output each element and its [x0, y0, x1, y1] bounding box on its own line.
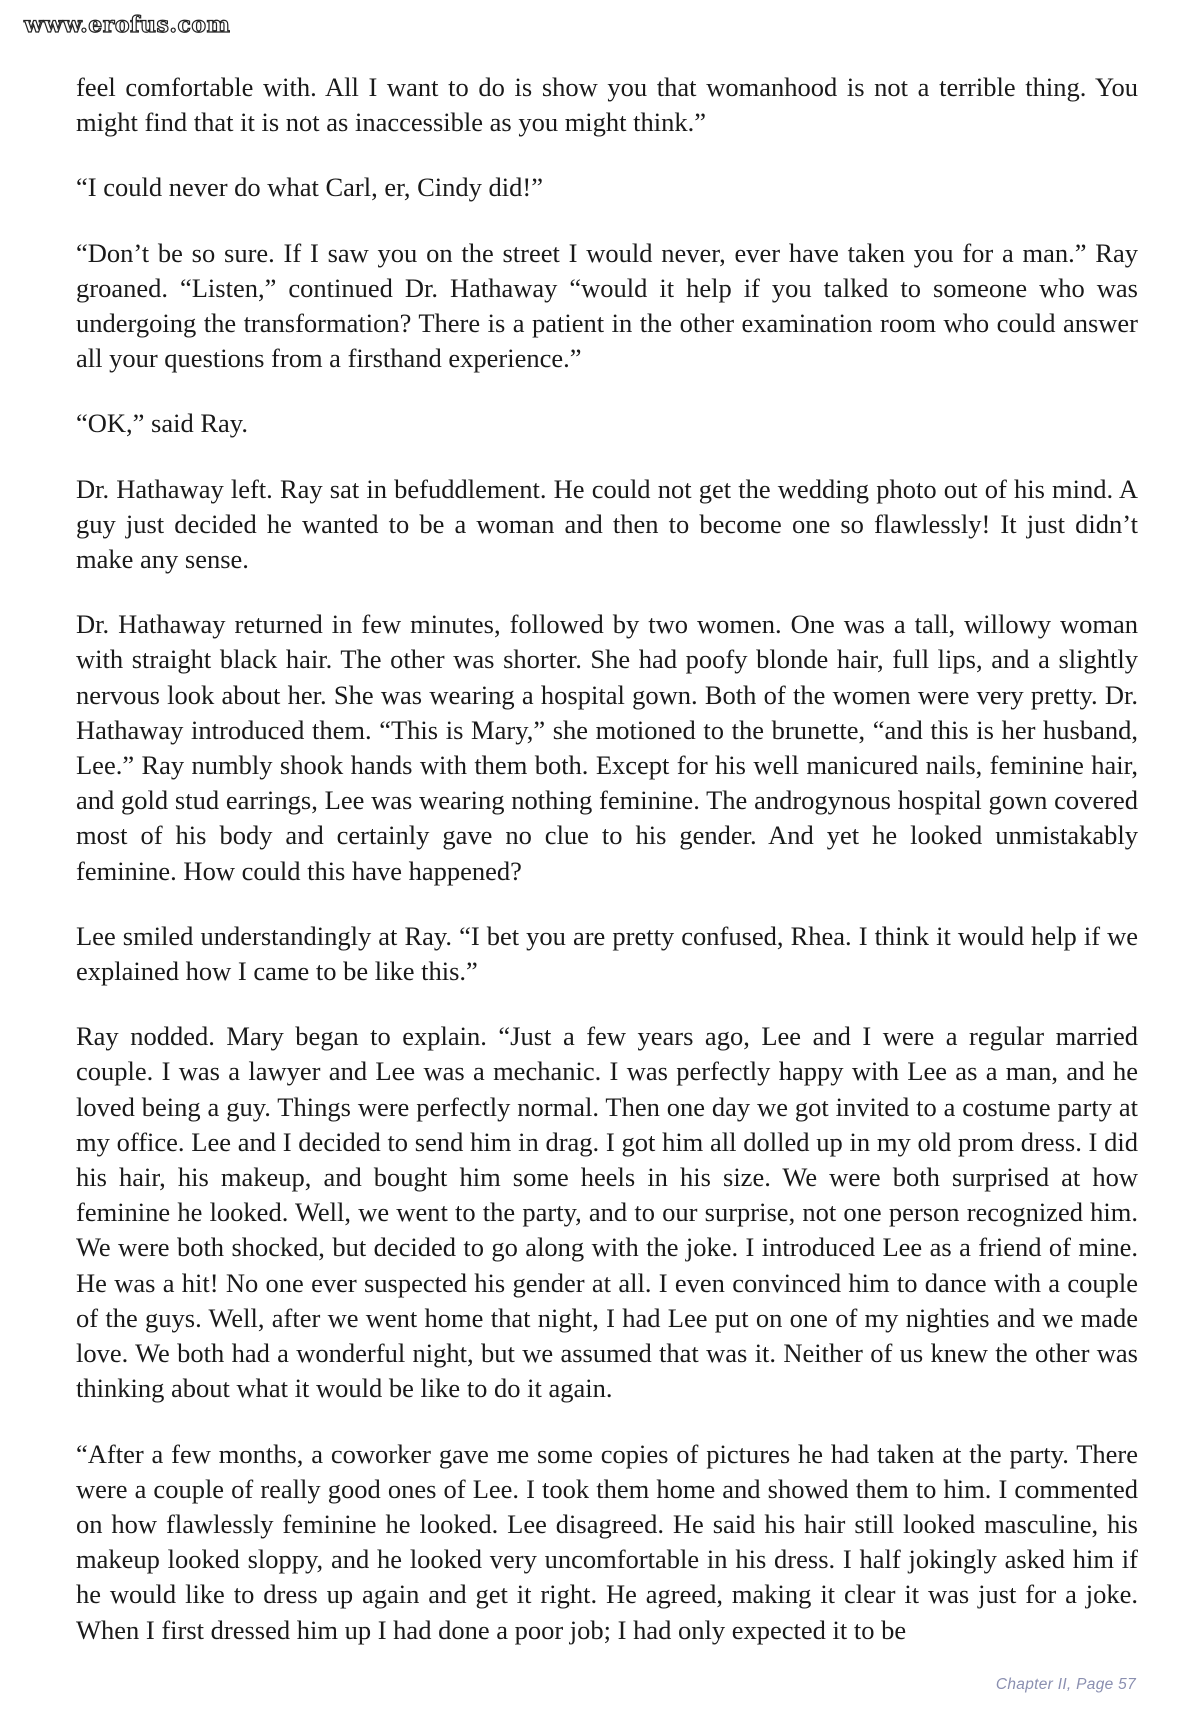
paragraph: Lee smiled understandingly at Ray. “I bet you are pretty confused, Rhea. I think it would help if we explained how I came to be like this.” [76, 920, 1138, 987]
paragraph: Dr. Hathaway returned in few minutes, followed by two women. One was a tall, willowy woman with straight black hair. The other was shorter. She had poofy blonde hair, full lips, and a slightly nervous look about her. She was wearing a hospital gown. Both of the women were very pretty. Dr. Hathaway introduced them. “This is Mary,” she motioned to the brunette, “and this is her husband, Lee.” Ray numbly shook hands with them both. Except for his well manicured nails, feminine hair, and gold stud earrings, Lee was wearing nothing feminine. The androgynous hospital gown covered most of his body and certainly gave no clue to his gender. And yet he looked unmistakably feminine. How could this have happened? [76, 609, 1138, 886]
site-watermark: www.erofus.com [24, 12, 231, 38]
paragraph: Dr. Hathaway left. Ray sat in befuddlement. He could not get the wedding photo out of his mind. A guy just decided he wanted to be a woman and then to become one so flawlessly! It just didn’t make any sense. [76, 473, 1138, 575]
paragraph: Ray nodded. Mary began to explain. “Just a few years ago, Lee and I were a regular married couple. I was a lawyer and Lee was a mechanic. I was perfectly happy with Lee as a man, and he loved being a guy. Things were perfectly normal. Then one day we got invited to a costume party at my office. Lee and I decided to send him in drag. I got him all dolled up in my old prom dress. I did his hair, his makeup, and bought him some heels in his size. We were both surprised at how feminine he looked. Well, we went to the party, and to our surprise, not one person recognized him. We were both shocked, but decided to go along with the joke. I introduced Lee as a friend of mine. He was a hit! No one ever suspected his gender at all. I even convinced him to dance with a couple of the guys. Well, after we went home that night, I had Lee put on one of my nighties and we made love. We both had a wonderful night, but we assumed that was it. Neither of us knew the other was thinking about what it would be like to do it again. [76, 1021, 1138, 1404]
page-text [76, 70, 1138, 1678]
paragraph: “Don’t be so sure. If I saw you on the street I would never, ever have taken you for a man.” Ray groaned. “Listen,” continued Dr. Hathaway “would it help if you talked to someone who was undergoing the transformation? There is a patient in the other examination room who could answer all your questions from a firsthand experience.” [76, 237, 1138, 374]
page-footer: Chapter II, Page 57 [995, 1676, 1136, 1693]
paragraph: “After a few months, a coworker gave me some copies of pictures he had taken at the party. There were a couple of really good ones of Lee. I took them home and showed them to him. I commented on how flawlessly feminine he looked. Lee disagreed. He said his hair still looked masculine, his makeup looked sloppy, and he looked very uncomfortable in his dress. I half jokingly asked him if he would like to dress up again and get it right. He agreed, making it clear it was just for a joke. When I first dressed him up I had done a poor job; I had only expected it to be [76, 1438, 1138, 1645]
paragraph: feel comfortable with. All I want to do is show you that womanhood is not a terrible thing. You might find that it is not as inaccessible as you might think.” [76, 72, 1138, 138]
paragraph: “I could never do what Carl, er, Cindy did!” [76, 172, 543, 203]
paragraph: “OK,” said Ray. [76, 408, 248, 439]
